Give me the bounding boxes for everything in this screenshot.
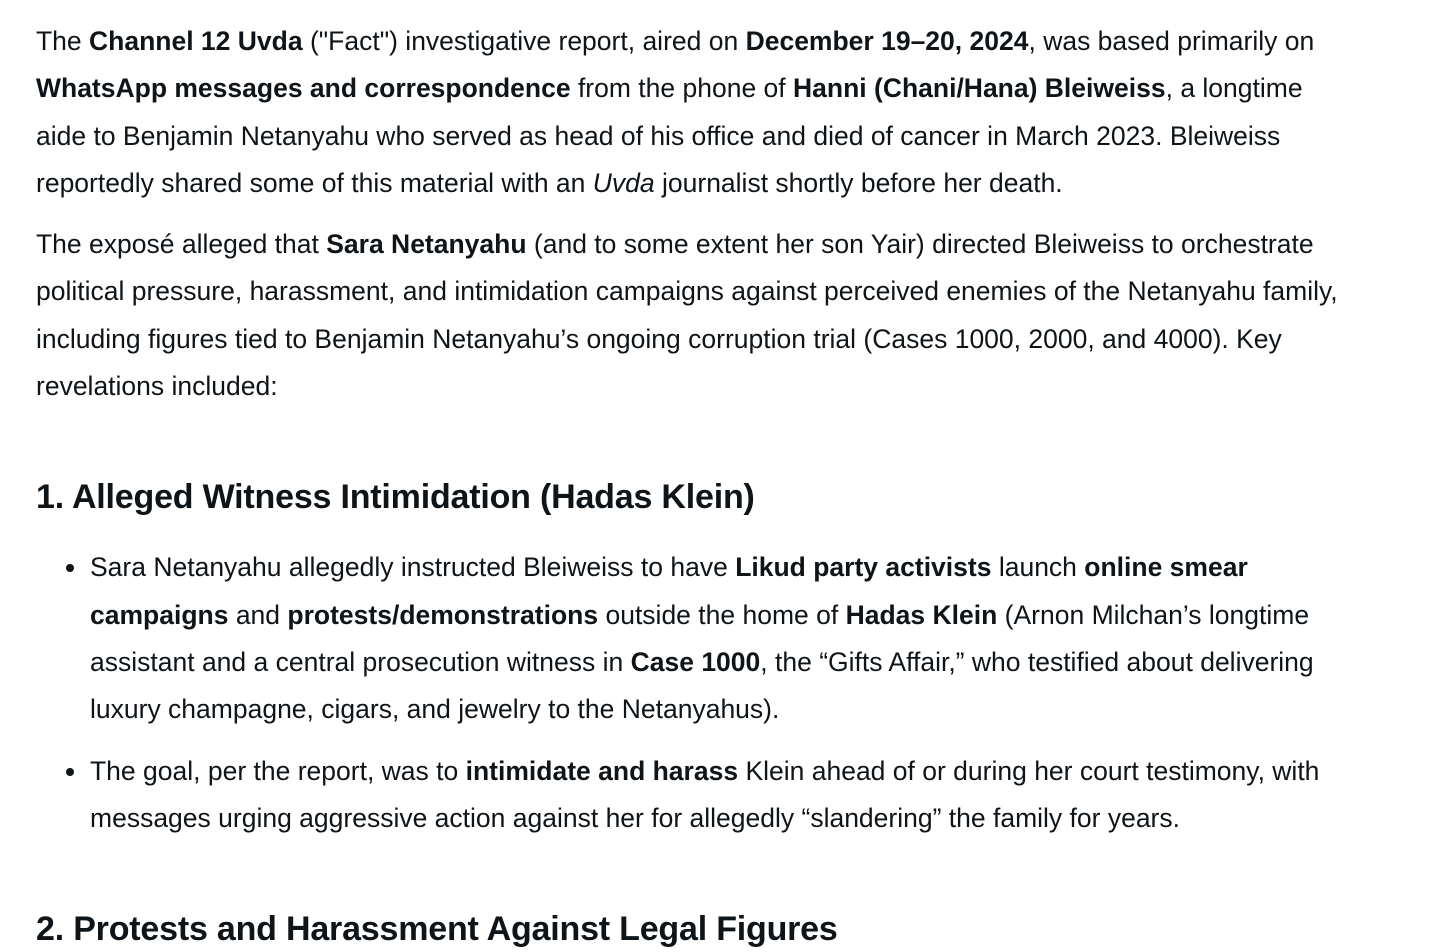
bold-text: Sara Netanyahu (326, 229, 527, 260)
bold-text: Hadas Klein (845, 599, 998, 630)
text-run: , the “Gifts Affair,” who testified about delivering luxury champagne, cigars, and jewelry to the Netanyahus). (90, 646, 1314, 725)
text-run: and (228, 599, 288, 630)
list-item (90, 544, 1356, 733)
text-run: , was based primarily on (1028, 26, 1315, 56)
bold-text: December 19–20, 2024 (745, 26, 1029, 56)
bullet-icon (66, 564, 74, 572)
list-item (90, 748, 1356, 843)
bullet-icon (66, 768, 74, 776)
section-heading-legal-figures: 2. Protests and Harassment Against Legal Figures (36, 910, 838, 949)
text-run: , a longtime aide to Benjamin Netanyahu who served as head of his office and died of cancer in March 2023. Bleiweiss reportedly shared some of this material with an (36, 73, 1303, 198)
text-run: The exposé alleged that (36, 229, 327, 260)
article-body (36, 18, 1356, 952)
text-run: outside the home of (598, 599, 846, 630)
text-run: The (36, 26, 90, 56)
text-run: ("Fact") investigative report, aired on (302, 26, 746, 56)
intro-paragraph (36, 18, 1356, 207)
text-run: (and to some extent her son Yair) directed Bleiweiss to orchestrate political pressure, harassment, and intimidation campaigns against perceived enemies of the Netanyahu family, including figures tied to Benjamin Netanyahu’s ongoing corruption trial (Cases 1000, 2000, and 4000). Key revelations included: (36, 229, 1338, 402)
bold-text: WhatsApp messages and correspondence (36, 73, 571, 104)
text-run: (Arnon Milchan’s longtime assistant and a central prosecution witness in (90, 599, 1310, 677)
expose-paragraph (36, 221, 1356, 410)
italic-text: Uvda (592, 167, 655, 198)
text-run: launch (991, 552, 1085, 583)
text-run: journalist shortly before her death. (654, 167, 1063, 198)
text-run: from the phone of (570, 73, 794, 104)
bold-text: protests/demonstrations (287, 599, 599, 630)
bold-text: Case 1000 (630, 646, 761, 677)
witness-intimidation-list (36, 544, 1356, 842)
bold-text: Channel 12 Uvda (89, 26, 303, 56)
bold-text: Likud party activists (735, 552, 992, 583)
section-heading-witness-intimidation: 1. Alleged Witness Intimidation (Hadas Klein) (36, 478, 755, 517)
bold-text: intimidate and harass (465, 755, 739, 786)
bold-text: online smear campaigns (90, 552, 1248, 630)
bold-text: Hanni (Chani/Hana) Bleiweiss (793, 73, 1166, 104)
text-run: Sara Netanyahu allegedly instructed Bleiweiss to have (90, 552, 736, 583)
text-run: Klein ahead of or during her court testimony, with messages urging aggressive action against her for allegedly “slandering” the family for years. (90, 755, 1320, 833)
text-run: The goal, per the report, was to (90, 755, 466, 786)
